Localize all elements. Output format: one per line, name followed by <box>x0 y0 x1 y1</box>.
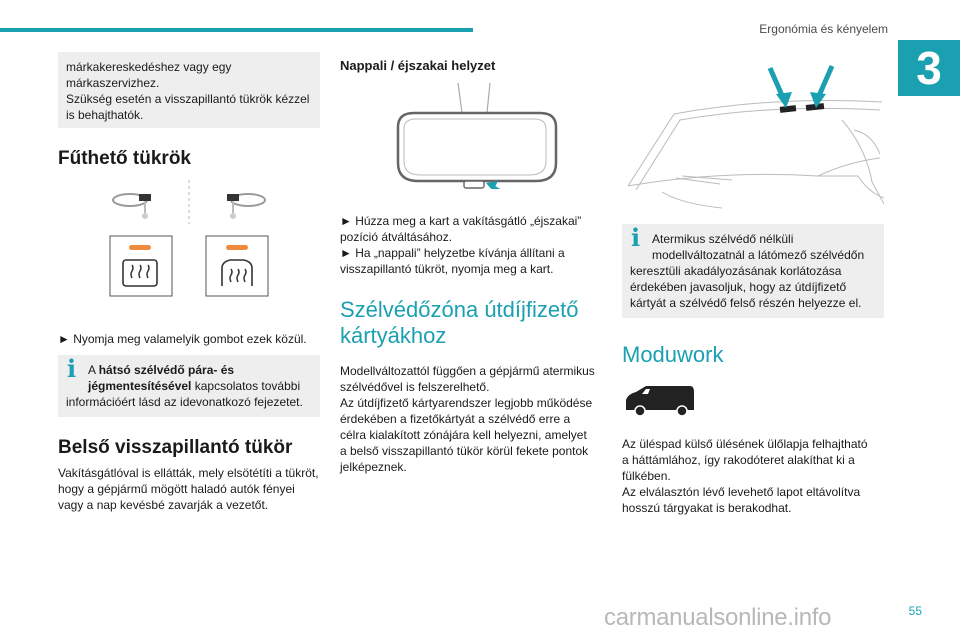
atermic-info-note <box>622 224 884 318</box>
column-1 <box>58 52 320 513</box>
info-line: kártyát a szélvédő felső részén helyezze el. <box>630 296 862 310</box>
instruction-line: ► Ha „nappali” helyzetbe kívánja állítani a <box>340 246 565 260</box>
note-line: márkaszervizhez. <box>66 76 160 90</box>
header-rule <box>0 28 473 32</box>
moduwork-body <box>622 436 884 516</box>
windscreen-toll-zone-illustration <box>622 58 884 218</box>
info-icon: i <box>631 223 641 252</box>
rear-view-mirror-illustration <box>340 79 602 189</box>
heated-mirror-buttons-illustration <box>58 180 320 320</box>
steering-wheel-icon-right <box>227 194 265 219</box>
interior-mirror-title: Belső visszapillantó tükör <box>58 437 293 458</box>
arrow-icon <box>818 66 832 98</box>
note-line: márkakereskedéshez vagy egy <box>66 60 232 74</box>
press-instruction: ► Nyomja meg valamelyik gombot ezek közül. <box>58 332 307 346</box>
body-line: szélvédővel is felszerelhető. <box>340 380 490 394</box>
day-night-instructions <box>340 213 602 277</box>
info-line: modellváltozatnál a látómező szélvédőn <box>652 248 865 262</box>
van-icon <box>622 380 702 420</box>
heated-mirrors-title: Fűthető tükrök <box>58 148 191 169</box>
rear-defrost-button-icon <box>110 236 172 296</box>
toll-card-body <box>340 363 602 475</box>
note-line: is behajthatók. <box>66 108 144 122</box>
steering-wheel-icon-left <box>113 194 151 219</box>
column-3 <box>622 52 884 516</box>
title-line: Szélvédőzóna útdíjfizető <box>340 297 579 322</box>
body-line: Modellváltozattól függően a gépjármű atermikus <box>340 364 595 378</box>
info-line-1 <box>88 362 312 378</box>
defrost-info-note <box>58 355 320 417</box>
body-line: jelképeznek. <box>340 460 407 474</box>
arrow-head-icon <box>776 92 792 108</box>
body-line: érdekében a fizetőkártyát a szélvédő erre a <box>340 412 571 426</box>
info-line: érdekében javasoljuk, hogy az útdíjfizető <box>630 280 847 294</box>
moduwork-title: Moduwork <box>622 342 724 367</box>
info-text: kapcsolatos további <box>191 379 301 393</box>
body-line: Az üléspad külső ülésének ülőlapja felhajtható <box>622 437 868 451</box>
body-line: a belső visszapillantó tükör körül fekete pontok <box>340 444 589 458</box>
title-line: kártyákhoz <box>340 323 447 348</box>
info-icon: i <box>67 354 77 383</box>
chapter-number-badge: 3 <box>898 40 960 96</box>
interior-mirror-body <box>58 465 320 513</box>
info-line-2 <box>88 378 312 394</box>
instruction-line: ► Húzza meg a kart a vakításgátló „éjszakai” <box>340 214 582 228</box>
note-top <box>58 52 320 128</box>
body-line: fülkében. <box>622 469 671 483</box>
body-line: a háttámlához, így rakodóteret alakíthat ki a <box>622 453 855 467</box>
body-line: Az elválasztón lévő levehető lapot eltávolítva <box>622 485 861 499</box>
info-line: keresztüli akadályozásának korlátozása <box>630 264 842 278</box>
body-line: Vakításgátlóval is ellátták, mely elsötétíti a tükröt, <box>58 466 319 480</box>
body-line: vagy a nap kevésbé zavarják a vezetőt. <box>58 498 269 512</box>
day-night-title: Nappali / éjszakai helyzet <box>340 58 496 73</box>
body-line: hosszú tárgyakat is berakodhat. <box>622 501 792 515</box>
note-line: Szükség esetén a visszapillantó tükrök kézzel <box>66 92 310 106</box>
info-line-3: információért lásd az idevonatkozó fejezetet. <box>66 395 303 409</box>
watermark: carmanualsonline.info <box>604 604 832 631</box>
column-2 <box>340 52 602 475</box>
body-line: hogy a gépjármű mögött haladó autók fényei <box>58 482 295 496</box>
info-line: Atermikus szélvédő nélküli <box>652 232 794 246</box>
instruction-line: pozíció átváltásához. <box>340 230 453 244</box>
front-defrost-button-icon <box>206 236 268 296</box>
toll-card-zone-title <box>340 297 602 349</box>
info-bold: jégmentesítésével <box>88 379 192 393</box>
info-text: A <box>88 363 99 377</box>
body-line: Az útdíjfizető kártyarendszer legjobb működése <box>340 396 593 410</box>
body-line: célra kialakított zónájára kell helyezni, amelyet <box>340 428 587 442</box>
info-bold: hátsó szélvédő pára- és <box>98 363 235 377</box>
chapter-title: Ergonómia és kényelem <box>759 22 888 36</box>
instruction-line: visszapillantó tükröt, nyomja meg a kart. <box>340 262 554 276</box>
page-number: 55 <box>908 604 922 618</box>
